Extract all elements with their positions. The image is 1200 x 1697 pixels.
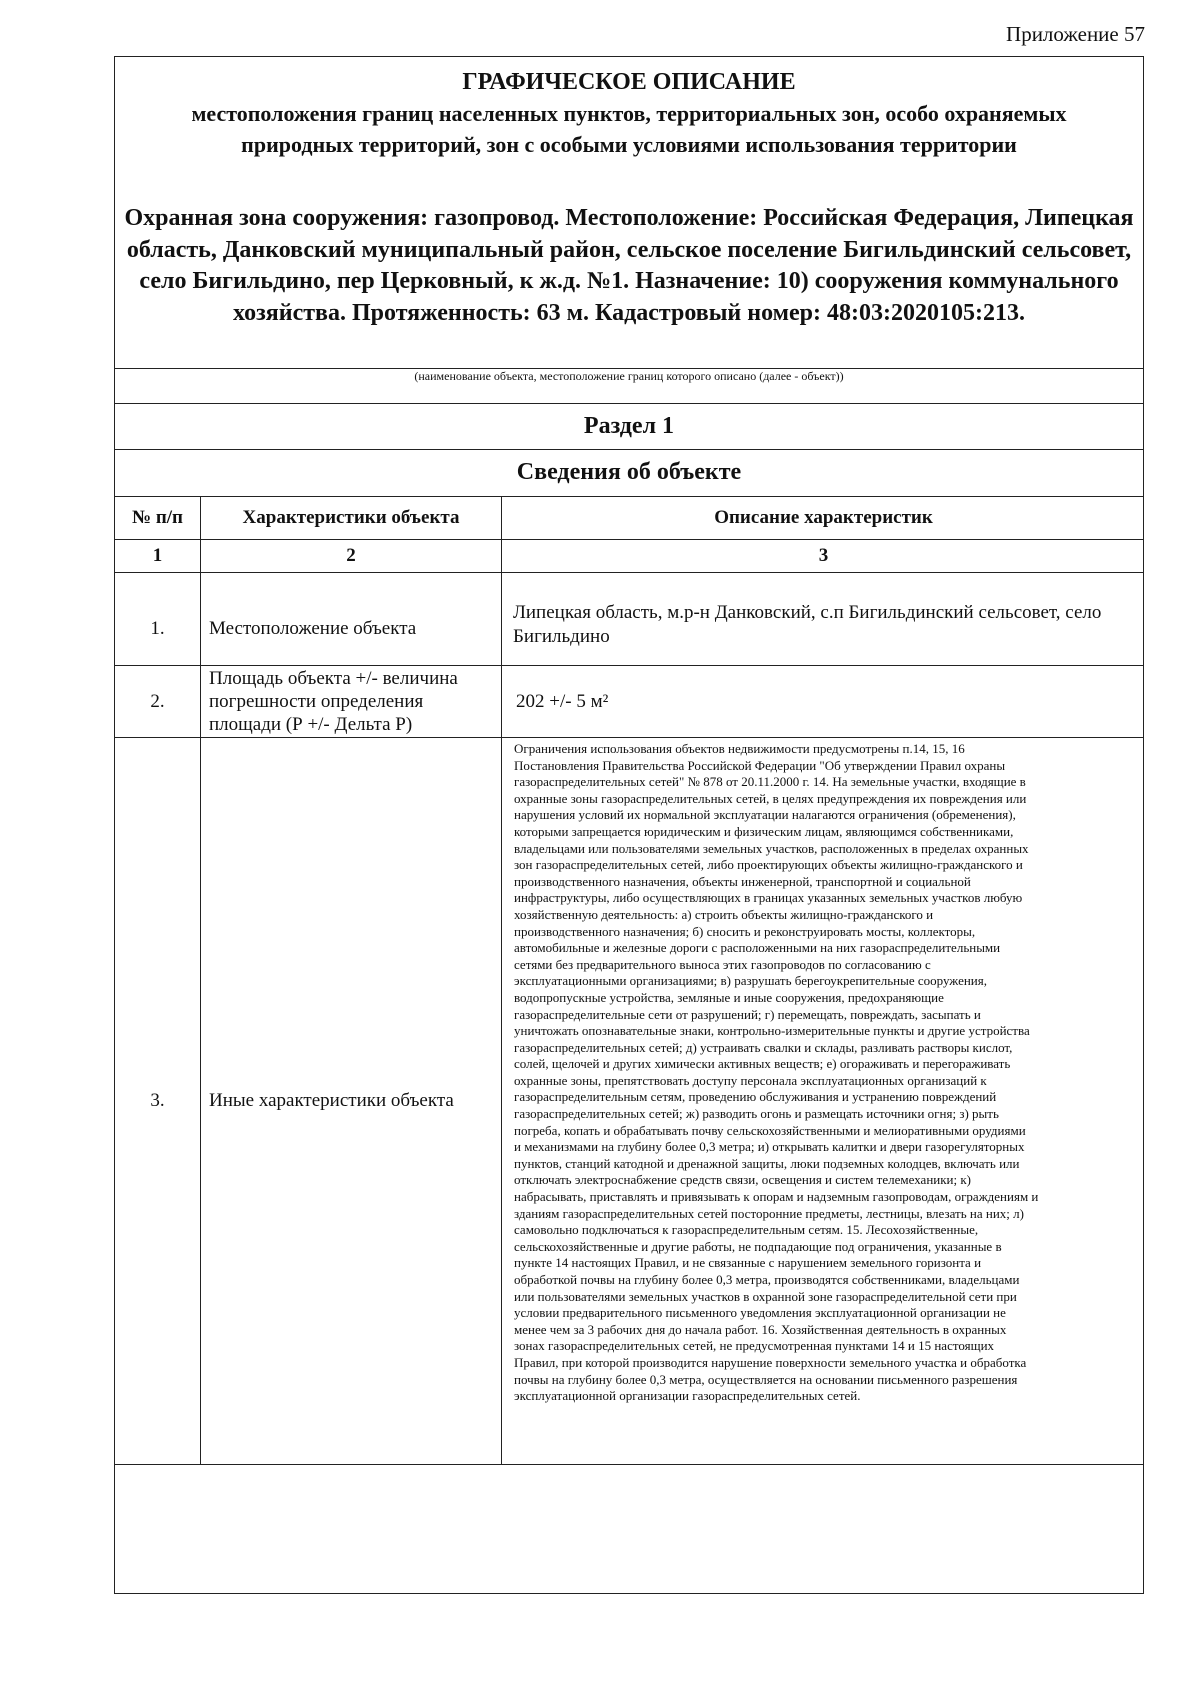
document-frame bbox=[114, 56, 1144, 1594]
column-header-number: № п/п bbox=[131, 507, 184, 528]
row-1-description: Липецкая область, м.р-н Данковский, с.п Бигильдинский сельсовет, село Бигильдино bbox=[513, 602, 1102, 647]
column-number-2: 2 bbox=[346, 545, 356, 566]
row-3-number: 3. bbox=[150, 1090, 165, 1111]
row-1-characteristic: Местоположение объекта bbox=[209, 618, 417, 639]
column-divider bbox=[501, 496, 502, 1464]
section-title: Сведения об объекте bbox=[516, 459, 742, 485]
column-header-characteristic: Характеристики объекта bbox=[242, 507, 460, 528]
row-1-number: 1. bbox=[150, 618, 165, 639]
section-number: Раздел 1 bbox=[583, 413, 675, 439]
table-line bbox=[115, 665, 1143, 666]
object-caption: (наименование объекта, местоположение границ которого описано (далее - объект)) bbox=[414, 369, 844, 383]
row-2-characteristic: Площадь объекта +/- величина погрешности определения площади (Р +/- Дельта Р) bbox=[209, 668, 458, 735]
row-2-number: 2. bbox=[150, 691, 165, 712]
object-description: Охранная зона сооружения: газопровод. Местоположение: Российская Федерация, Липецкая область, Данковский муниципальный район, сельское поселение Бигильдинский сельсовет, село Бигильдино, пер Церковный, к ж.д. №1. Назначение: 10) сооружения коммунального хозяйства. Протяженность: 63 м. Кадастровый номер: 48:03:2020105:213. bbox=[124, 205, 1134, 326]
table-line bbox=[115, 539, 1143, 540]
column-number-1: 1 bbox=[152, 545, 163, 566]
table-line bbox=[115, 737, 1143, 738]
column-divider bbox=[200, 496, 201, 1464]
appendix-label: Приложение 57 bbox=[1006, 22, 1145, 46]
section-divider-mid bbox=[115, 449, 1143, 450]
row-2-description: 202 +/- 5 м² bbox=[516, 691, 609, 712]
column-header-description: Описание характеристик bbox=[714, 507, 933, 528]
table-bottom-line bbox=[115, 1464, 1143, 1465]
row-3-characteristic: Иные характеристики объекта bbox=[209, 1090, 454, 1111]
document-subtitle: местоположения границ населенных пунктов, территориальных зон, особо охраняемых природных территорий, зон с особыми условиями использования территории bbox=[191, 101, 1067, 157]
row-3-description: Ограничения использования объектов недвижимости предусмотрены п.14, 15, 16 Постановления Правительства Российской Федерации "Об утверждении Правил охраны газораспределительных сетей" № 878 от 20.11.2000 г. 14. На земельные участки, входящие в охранные зоны газораспределительных сетей, в целях предупреждения их повреждения или нарушения условий их нормальной эксплуатации налагаются ограничения (обременения), которыми запрещается юридическим и физическим лицам, являющимся собственниками, владельцами или пользователями земельных участков, расположенных в пределах охранных зон газораспределительных сетей, либо проектирующих объекты жилищно-гражданского и производственного назначения, объекты инженерной, транспортной и социальной инфраструктуры, либо осуществляющих в границах указанных земельных участков любую хозяйственную деятельность: а) строить объекты жилищно-гражданского и производственного назначения; б) сносить и реконструировать мосты, коллекторы, автомобильные и железные дороги с расположенными на них газораспределительными сетями без предварительного выноса этих газопроводов по согласованию с эксплуатационными организациями; в) разрушать берегоукрепительные сооружения, водопропускные устройства, земляные и иные сооружения, предохраняющие газораспределительные сети от разрушений; г) перемещать, повреждать, засыпать и уничтожать опознавательные знаки, контрольно-измерительные пункты и другие устройства газораспределительных сетей; д) устраивать свалки и склады, разливать растворы кислот, солей, щелочей и других химически активных веществ; е) огораживать и перегораживать охранные зоны, препятствовать доступу персонала эксплуатационных организаций к газораспределительным сетям, проведению обслуживания и устранению повреждений газораспределительных сетей; ж) разводить огонь и размещать источники огня; з) рыть погреба, копать и обрабатывать почву сельскохозяйственными и мелиоративными орудиями и механизмами на глубину более 0,3 метра; и) открывать калитки и двери газорегуляторных пунктов, станций катодной и дренажной защиты, люки подземных колодцев, включать или отключать электроснабжение средств связи, освещения и систем телемеханики; к) набрасывать, приставлять и привязывать к опорам и надземным газопроводам, ограждениям и зданиям газораспределительных сетей посторонние предметы, лестницы, влезать на них; л) самовольно подключаться к газораспределительным сетям. 15. Лесохозяйственные, сельскохозяйственные и другие работы, не подпадающие под ограничения, указанные в пункте 14 настоящих Правил, и не связанные с нарушением земельного горизонта и обработкой почвы на глубину более 0,3 метра, производятся собственниками, владельцами или пользователями земельных участков в охранной зоне газораспределительной сети при условии предварительного письменного уведомления эксплуатационной организации не менее чем за 3 рабочих дня до начала работ. 16. Хозяйственная деятельность в охранных зонах газораспределительных сетей, не предусмотренная пунктами 14 и 15 настоящих Правил, при которой производится нарушение поверхности земельного участка и обработка почвы на глубину более 0,3 метра, осуществляется на основании письменного разрешения эксплуатационной организации газораспределительных сетей. bbox=[514, 741, 1039, 1404]
column-number-3: 3 bbox=[818, 545, 829, 566]
table-top-line bbox=[115, 496, 1143, 497]
table-line bbox=[115, 572, 1143, 573]
section-divider-top bbox=[115, 403, 1143, 404]
document-title: ГРАФИЧЕСКОЕ ОПИСАНИЕ bbox=[462, 69, 796, 95]
